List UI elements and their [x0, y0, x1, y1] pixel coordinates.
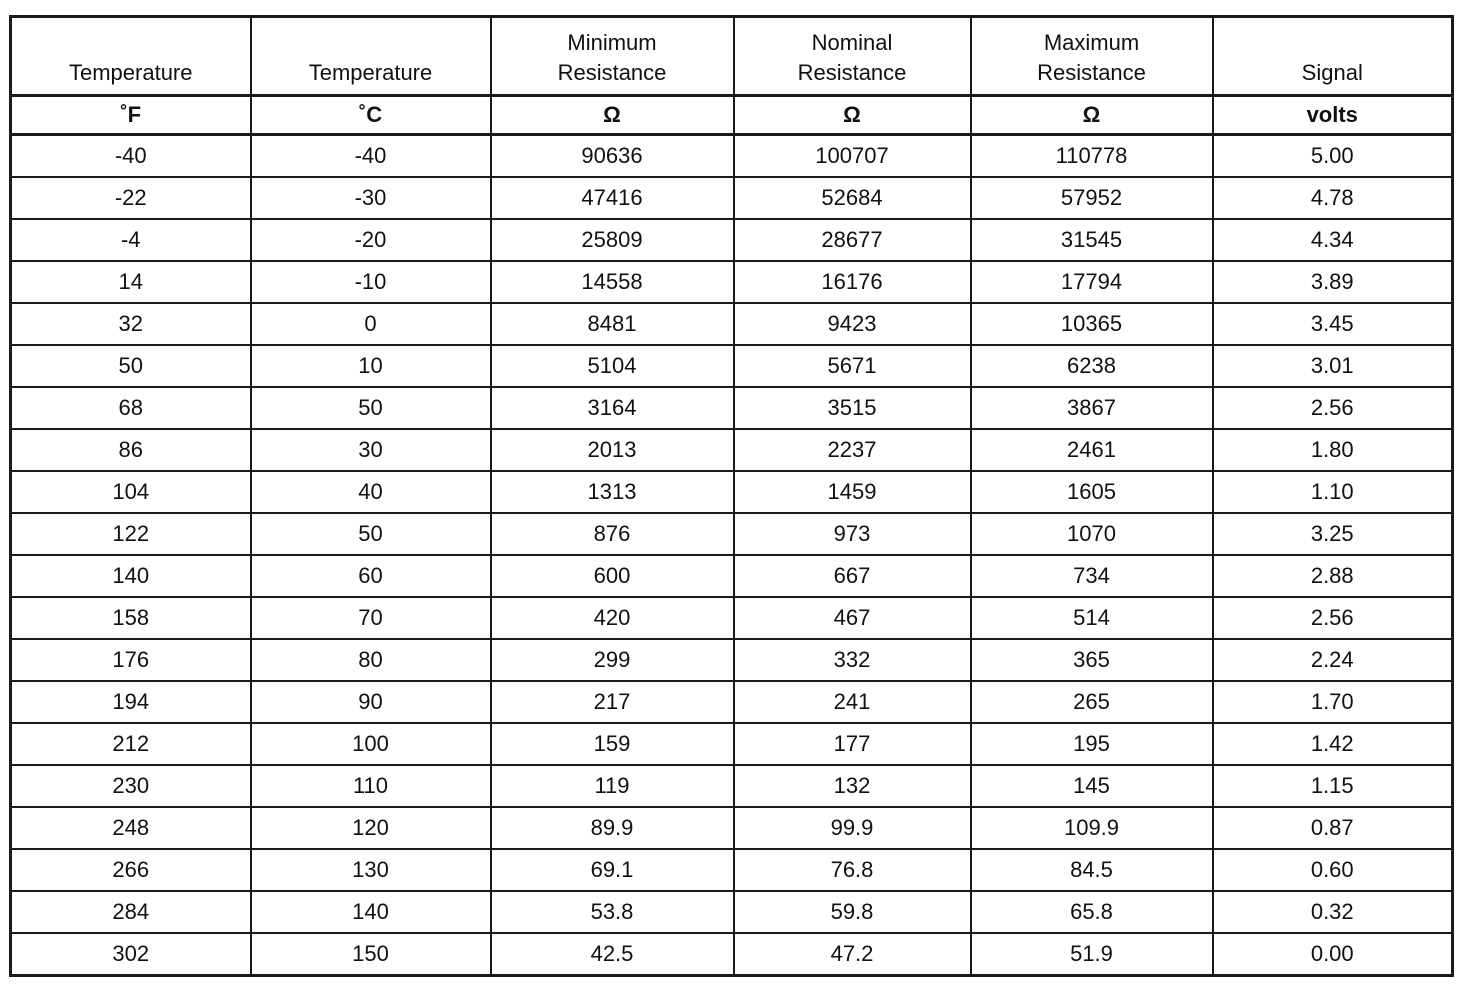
cell-temp-f: 176 — [11, 639, 251, 681]
cell-min-resistance: 90636 — [491, 135, 734, 178]
cell-temp-c: 70 — [251, 597, 491, 639]
cell-min-resistance: 69.1 — [491, 849, 734, 891]
cell-temp-f: 194 — [11, 681, 251, 723]
cell-temp-c: 130 — [251, 849, 491, 891]
cell-max-resistance: 31545 — [971, 219, 1213, 261]
cell-min-resistance: 42.5 — [491, 933, 734, 976]
unit-celsius: ˚C — [251, 96, 491, 135]
cell-temp-f: 122 — [11, 513, 251, 555]
table-body — [11, 135, 1453, 976]
cell-min-resistance: 89.9 — [491, 807, 734, 849]
table-row — [11, 303, 1453, 345]
table-row — [11, 597, 1453, 639]
cell-min-resistance: 119 — [491, 765, 734, 807]
header-label: Resistance — [557, 60, 667, 85]
header-label: Resistance — [1037, 60, 1146, 85]
table-row — [11, 681, 1453, 723]
cell-temp-c: -30 — [251, 177, 491, 219]
table-row — [11, 513, 1453, 555]
cell-nominal-resistance: 177 — [734, 723, 971, 765]
cell-temp-f: 104 — [11, 471, 251, 513]
cell-temp-c: 120 — [251, 807, 491, 849]
cell-max-resistance: 195 — [971, 723, 1213, 765]
cell-min-resistance: 53.8 — [491, 891, 734, 933]
cell-temp-c: 140 — [251, 891, 491, 933]
table-row — [11, 723, 1453, 765]
cell-temp-c: 90 — [251, 681, 491, 723]
cell-min-resistance: 8481 — [491, 303, 734, 345]
cell-temp-c: -40 — [251, 135, 491, 178]
cell-min-resistance: 299 — [491, 639, 734, 681]
cell-temp-f: 32 — [11, 303, 251, 345]
table-row — [11, 933, 1453, 976]
cell-signal: 3.45 — [1213, 303, 1453, 345]
cell-nominal-resistance: 99.9 — [734, 807, 971, 849]
cell-temp-f: 212 — [11, 723, 251, 765]
table-row — [11, 387, 1453, 429]
cell-nominal-resistance: 16176 — [734, 261, 971, 303]
cell-nominal-resistance: 100707 — [734, 135, 971, 178]
cell-max-resistance: 51.9 — [971, 933, 1213, 976]
cell-min-resistance: 47416 — [491, 177, 734, 219]
unit-ohm-max: Ω — [971, 96, 1213, 135]
header-signal — [1213, 17, 1453, 96]
cell-max-resistance: 3867 — [971, 387, 1213, 429]
table-row — [11, 891, 1453, 933]
cell-nominal-resistance: 241 — [734, 681, 971, 723]
cell-signal: 3.01 — [1213, 345, 1453, 387]
cell-temp-f: 302 — [11, 933, 251, 976]
cell-nominal-resistance: 5671 — [734, 345, 971, 387]
cell-max-resistance: 17794 — [971, 261, 1213, 303]
header-minimum-resistance — [491, 17, 734, 96]
cell-nominal-resistance: 52684 — [734, 177, 971, 219]
cell-temp-f: 266 — [11, 849, 251, 891]
cell-max-resistance: 109.9 — [971, 807, 1213, 849]
cell-temp-c: 30 — [251, 429, 491, 471]
cell-max-resistance: 145 — [971, 765, 1213, 807]
header-nominal-resistance — [734, 17, 971, 96]
header-label: Temperature — [68, 60, 193, 85]
cell-signal: 1.70 — [1213, 681, 1453, 723]
table-row — [11, 849, 1453, 891]
cell-max-resistance: 2461 — [971, 429, 1213, 471]
cell-min-resistance: 1313 — [491, 471, 734, 513]
unit-ohm-nominal: Ω — [734, 96, 971, 135]
cell-nominal-resistance: 3515 — [734, 387, 971, 429]
cell-temp-f: 158 — [11, 597, 251, 639]
cell-signal: 0.32 — [1213, 891, 1453, 933]
cell-max-resistance: 84.5 — [971, 849, 1213, 891]
header-row — [11, 17, 1453, 96]
cell-min-resistance: 2013 — [491, 429, 734, 471]
table-row — [11, 807, 1453, 849]
table-row — [11, 555, 1453, 597]
cell-nominal-resistance: 2237 — [734, 429, 971, 471]
header-label: Signal — [1301, 60, 1363, 85]
cell-temp-f: -40 — [11, 135, 251, 178]
cell-temp-c: 0 — [251, 303, 491, 345]
cell-nominal-resistance: 47.2 — [734, 933, 971, 976]
cell-temp-c: 40 — [251, 471, 491, 513]
cell-max-resistance: 10365 — [971, 303, 1213, 345]
cell-signal: 5.00 — [1213, 135, 1453, 178]
cell-signal: 1.80 — [1213, 429, 1453, 471]
header-label: Resistance — [797, 60, 907, 85]
cell-nominal-resistance: 332 — [734, 639, 971, 681]
table-row — [11, 177, 1453, 219]
table-row — [11, 219, 1453, 261]
table-row — [11, 429, 1453, 471]
cell-signal: 2.88 — [1213, 555, 1453, 597]
cell-nominal-resistance: 667 — [734, 555, 971, 597]
cell-temp-c: -10 — [251, 261, 491, 303]
cell-signal: 3.89 — [1213, 261, 1453, 303]
sensor-resistance-table — [9, 15, 1454, 977]
cell-min-resistance: 420 — [491, 597, 734, 639]
cell-temp-c: 60 — [251, 555, 491, 597]
table-row — [11, 135, 1453, 178]
cell-max-resistance: 734 — [971, 555, 1213, 597]
cell-max-resistance: 514 — [971, 597, 1213, 639]
cell-signal: 3.25 — [1213, 513, 1453, 555]
cell-signal: 2.24 — [1213, 639, 1453, 681]
cell-temp-f: 50 — [11, 345, 251, 387]
header-label: Nominal — [811, 30, 893, 55]
cell-temp-c: 110 — [251, 765, 491, 807]
cell-min-resistance: 159 — [491, 723, 734, 765]
cell-signal: 0.87 — [1213, 807, 1453, 849]
unit-volts: volts — [1213, 96, 1453, 135]
table-row — [11, 471, 1453, 513]
header-temperature-c — [251, 17, 491, 96]
cell-temp-f: 86 — [11, 429, 251, 471]
cell-min-resistance: 25809 — [491, 219, 734, 261]
cell-signal: 1.10 — [1213, 471, 1453, 513]
cell-nominal-resistance: 132 — [734, 765, 971, 807]
table-row — [11, 261, 1453, 303]
header-label: Maximum — [1043, 30, 1140, 55]
cell-temp-f: -22 — [11, 177, 251, 219]
cell-min-resistance: 3164 — [491, 387, 734, 429]
cell-signal: 0.60 — [1213, 849, 1453, 891]
unit-row — [11, 96, 1453, 135]
header-temperature-f — [11, 17, 251, 96]
table-row — [11, 639, 1453, 681]
cell-temp-c: 50 — [251, 513, 491, 555]
cell-temp-f: 284 — [11, 891, 251, 933]
table-row — [11, 765, 1453, 807]
cell-temp-c: -20 — [251, 219, 491, 261]
cell-temp-f: 248 — [11, 807, 251, 849]
cell-min-resistance: 5104 — [491, 345, 734, 387]
unit-ohm-min: Ω — [491, 96, 734, 135]
cell-nominal-resistance: 28677 — [734, 219, 971, 261]
cell-max-resistance: 1070 — [971, 513, 1213, 555]
cell-nominal-resistance: 9423 — [734, 303, 971, 345]
cell-signal: 2.56 — [1213, 597, 1453, 639]
cell-min-resistance: 14558 — [491, 261, 734, 303]
cell-nominal-resistance: 1459 — [734, 471, 971, 513]
cell-temp-c: 150 — [251, 933, 491, 976]
header-label: Temperature — [308, 60, 433, 85]
cell-max-resistance: 1605 — [971, 471, 1213, 513]
cell-temp-c: 100 — [251, 723, 491, 765]
cell-max-resistance: 110778 — [971, 135, 1213, 178]
cell-temp-c: 50 — [251, 387, 491, 429]
cell-max-resistance: 6238 — [971, 345, 1213, 387]
cell-nominal-resistance: 59.8 — [734, 891, 971, 933]
cell-nominal-resistance: 973 — [734, 513, 971, 555]
cell-min-resistance: 217 — [491, 681, 734, 723]
cell-max-resistance: 265 — [971, 681, 1213, 723]
cell-temp-f: -4 — [11, 219, 251, 261]
cell-signal: 0.00 — [1213, 933, 1453, 976]
header-maximum-resistance — [971, 17, 1213, 96]
unit-fahrenheit: ˚F — [11, 96, 251, 135]
cell-signal: 1.15 — [1213, 765, 1453, 807]
cell-temp-f: 68 — [11, 387, 251, 429]
cell-temp-c: 80 — [251, 639, 491, 681]
cell-signal: 2.56 — [1213, 387, 1453, 429]
cell-nominal-resistance: 467 — [734, 597, 971, 639]
header-label: Minimum — [567, 30, 657, 55]
cell-signal: 1.42 — [1213, 723, 1453, 765]
cell-temp-f: 14 — [11, 261, 251, 303]
cell-temp-f: 230 — [11, 765, 251, 807]
table-row — [11, 345, 1453, 387]
cell-max-resistance: 365 — [971, 639, 1213, 681]
cell-signal: 4.78 — [1213, 177, 1453, 219]
cell-max-resistance: 57952 — [971, 177, 1213, 219]
cell-temp-f: 140 — [11, 555, 251, 597]
cell-min-resistance: 876 — [491, 513, 734, 555]
cell-min-resistance: 600 — [491, 555, 734, 597]
cell-max-resistance: 65.8 — [971, 891, 1213, 933]
cell-temp-c: 10 — [251, 345, 491, 387]
cell-signal: 4.34 — [1213, 219, 1453, 261]
cell-nominal-resistance: 76.8 — [734, 849, 971, 891]
